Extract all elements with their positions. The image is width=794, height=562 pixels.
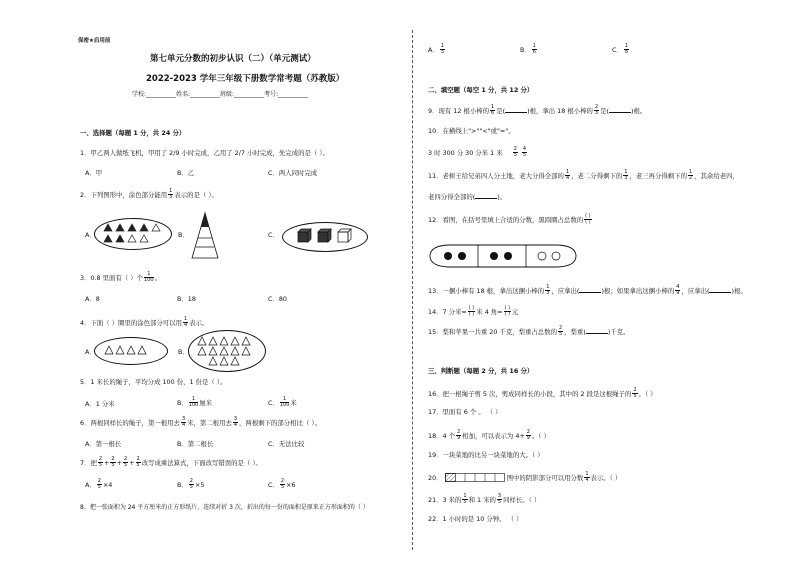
secret-label: 保密★启用前: [78, 38, 111, 44]
q6-option-c[interactable]: C．无法比较: [268, 440, 305, 448]
fraction: $\frac{2}{5}$: [280, 478, 285, 491]
fraction: $\frac{1}{100}$: [188, 396, 199, 409]
answer-blank[interactable]: [475, 192, 497, 199]
q20-bar-figure: [445, 473, 505, 482]
q4-option-b[interactable]: B．: [178, 348, 189, 356]
question-1: 1．甲乙两人做纸飞机，甲用了 2/9 小时完成，乙用了 2/7 小时完成，先完成的是（ ）。: [80, 149, 329, 157]
q7-option-b[interactable]: B． $\frac{2}{5}$ ×5: [177, 478, 205, 491]
q8-option-b[interactable]: B． $\frac{1}{6}$: [520, 43, 536, 56]
q2-a-triangles-icon: [100, 223, 166, 245]
fraction: $\frac{2}{3}$: [594, 104, 599, 117]
fraction: $\frac{2}{5}$: [633, 387, 637, 400]
question-20: 20． 图中的阴影部分可以用分数 $\frac{1}{4}$ 表示。（ ）: [428, 471, 622, 484]
q2-option-b[interactable]: B．: [178, 231, 189, 239]
fraction: $\frac{3}{5}$: [497, 493, 502, 506]
fraction: $\frac{2}{5}$: [111, 456, 115, 469]
question-8: 8．把一张面积为 24 平方厘米的正方形纸片，连续对折 3 次，折出的每一份的面积是原来正方形面积的（ ）: [80, 504, 369, 511]
page-subtitle: 2022-2023 学年三年级下册数学常考题（苏教版）: [146, 74, 345, 84]
q4-option-a[interactable]: A．: [85, 348, 96, 356]
fraction: $\frac{1}{4}$: [183, 316, 188, 329]
fraction: $\frac{1}{3}$: [440, 43, 444, 56]
q6-option-b[interactable]: B．第二根长: [177, 440, 214, 448]
fraction: $\frac{1}{6}$: [532, 43, 536, 56]
q3-option-a[interactable]: A．8: [85, 295, 100, 303]
question-10-items: 3 时 300 分 30 分米 1 米 $\frac{2}{5}$ $\frac{4}{5}$: [428, 146, 527, 159]
question-18: 18．4 个 $\frac{2}{9}$ 相加，可以表示为 4+ $\frac{2}{9}$ 。（ ）: [428, 429, 550, 442]
fraction: $\frac{1}{3}$: [546, 284, 550, 297]
q5-option-b[interactable]: B． $\frac{1}{100}$ 厘米: [177, 396, 213, 409]
fraction: $\frac{1}{2}$: [688, 169, 693, 182]
question-13: 13．一捆小棒有 18 根，拿出这捆小棒的 $\frac{1}{3}$ ，应拿出( )根；如果拿出这捆小棒的 $\frac{4}{9}$ ，应拿出( )根。: [428, 284, 747, 297]
question-21: 21．3 米的 $\frac{1}{5}$ 和 1 米的 $\frac{3}{5}$ 同样长。（ ）: [428, 493, 541, 506]
q4-b-triangles-icon: [196, 336, 256, 366]
question-15: 15．梨和苹果一共重 20 千克，梨重占总数的 $\frac{2}{5}$ ，梨重( )千克。: [428, 325, 630, 338]
fraction: $\frac{2}{5}$: [123, 456, 128, 469]
section-fill-heading: 二、填空题（每空 1 分，共 12 分）: [428, 86, 534, 94]
fraction: $\frac{( )}{( )}$: [468, 305, 475, 318]
answer-blank[interactable]: [579, 286, 601, 293]
answer-blank[interactable]: [586, 327, 608, 334]
q1-option-b[interactable]: B．乙: [177, 169, 195, 177]
q3-option-c[interactable]: C．80: [268, 295, 287, 303]
fraction: $\frac{1}{100}$: [144, 271, 154, 284]
q5-option-a[interactable]: A．1 分米: [85, 400, 115, 408]
fraction: $\frac{2}{5}$: [558, 325, 563, 338]
fraction: $\frac{1}{4}$: [565, 169, 570, 182]
question-9: 9．现有 12 根小棒的 $\frac{1}{6}$ 是( )根，拿出 18 根小棒的 $\frac{2}{3}$ 是( )根。: [428, 104, 647, 117]
question-4: 4．下面（ ）圈里的涂色部分可以用 $\frac{1}{4}$ 表示。: [80, 316, 209, 329]
q12-circles-figure: [428, 244, 578, 268]
q4-a-triangles-icon: [104, 345, 158, 355]
question-3: 3．0.8 里面有（ ）个 $\frac{1}{100}$ 。: [80, 271, 161, 284]
q7-option-a[interactable]: A． $\frac{2}{5}$ ×4: [85, 478, 113, 491]
question-22: 22．1 小时的是 10 分钟。 （ ）: [428, 515, 523, 523]
fraction: $\frac{2}{5}$: [98, 456, 103, 469]
fraction: $\frac{( )}{( )}$: [504, 305, 511, 318]
question-2: 2．下列图形中，涂色部分能用 $\frac{1}{3}$ 表示的是（ ）。: [80, 188, 218, 201]
q8-option-c[interactable]: C． $\frac{1}{8}$: [612, 43, 629, 56]
fraction: $\frac{2}{9}$: [526, 429, 530, 442]
answer-blank[interactable]: [505, 106, 527, 113]
q6-option-a[interactable]: A．第一根长: [85, 440, 122, 448]
fraction: $\frac{1}{3}$: [624, 169, 628, 182]
fraction: $\frac{2}{5}$: [189, 478, 193, 491]
question-11-cont: 老四分得全部的( )。: [428, 193, 507, 201]
fraction: $\frac{2}{9}$: [457, 429, 461, 442]
q2-option-a[interactable]: A．: [85, 231, 96, 239]
section-judge-heading: 三、判断题（每题 2 分，共 16 分）: [428, 367, 534, 375]
question-10: 10．在横线上">""<"或"="。: [428, 127, 515, 135]
question-7: 7．把 $\frac{2}{5}$ + $\frac{2}{5}$ + $\frac{2}{5}$ + $\frac{2}{5}$ 改写成乘法算式，下面改写错误的是（ ）。: [80, 456, 262, 469]
question-17: 17．里面有 6 个 。 （ ）: [428, 408, 502, 416]
question-14: 14．7 分米= $\frac{( )}{( )}$ 米 4 角= $\frac{( )}{( )}$ 元: [428, 305, 519, 318]
q2-b-pyramid-icon: [190, 212, 220, 260]
question-16: 16．把一根绳子剪 5 次，剪成同样长的小段，其中的 2 段是这根绳子的 $\frac{2}{5}$ 。（ ）: [428, 387, 657, 400]
fraction: $\frac{3}{4}$: [233, 416, 238, 429]
q8-option-a[interactable]: A． $\frac{1}{3}$: [428, 43, 444, 56]
fraction: $\frac{1}{6}$: [491, 104, 495, 117]
q7-option-c[interactable]: C． $\frac{2}{5}$ ×6: [268, 478, 296, 491]
student-info-line[interactable]: 学校:__________姓名:__________班级:__________考号:__________: [132, 91, 309, 98]
question-11: 11．老树王给兄弟四人分土地，老大分得全部的 $\frac{1}{4}$ ，老二分得剩下的 $\frac{1}{3}$ ，老三再分得剩下的 $\frac{1}{2}$ ，其余给老四，: [428, 169, 739, 182]
fraction: $\frac{2}{5}$: [97, 478, 101, 491]
page-title: 第七单元分数的初步认识（二）（单元测试）: [150, 54, 316, 64]
question-6: 6．两根同样长的绳子，第一根用去 $\frac{3}{4}$ 米，第二根用去 $\frac{3}{4}$ ，两根剩下的部分相比（ ）。: [80, 416, 321, 429]
fraction: $\frac{1}{3}$: [169, 188, 173, 201]
fraction: $\frac{3}{4}$: [181, 416, 186, 429]
q2-option-c[interactable]: C．: [268, 231, 279, 239]
fraction: $\frac{4}{5}$: [522, 146, 527, 159]
fraction: $\frac{1}{4}$: [585, 471, 589, 484]
fraction: $\frac{2}{5}$: [513, 146, 517, 159]
fraction: $\frac{( )}{( )}$: [585, 213, 591, 226]
question-19: 19．一块菜地的比另一块菜地的大。（ ）: [428, 451, 544, 459]
q3-option-b[interactable]: B．18: [177, 295, 196, 303]
fraction: $\frac{1}{5}$: [463, 493, 467, 506]
q5-option-c[interactable]: C． $\frac{1}{100}$ 米: [268, 396, 297, 409]
question-12: 12．看图，在括号里填上合适的分数，黑圆圈占总数的 $\frac{( )}{( )}$: [428, 213, 591, 226]
fraction: $\frac{1}{8}$: [624, 43, 629, 56]
question-5: 5．1 米长的绳子，平均分成 100 份，1 份是（ ）。: [80, 378, 227, 386]
answer-blank[interactable]: [609, 106, 631, 113]
section-choice-heading: 一、选择题（每题 1 分，共 24 分）: [80, 129, 186, 137]
answer-blank[interactable]: [709, 286, 731, 293]
column-divider: [412, 30, 413, 550]
fraction: $\frac{2}{5}$: [136, 456, 140, 469]
fraction: $\frac{4}{9}$: [676, 284, 680, 297]
q1-option-c[interactable]: C．两人同时完成: [268, 169, 318, 177]
q1-option-a[interactable]: A．甲: [85, 169, 103, 177]
fraction: $\frac{1}{100}$: [279, 396, 290, 409]
q2-c-cubes-icon: [296, 228, 356, 244]
